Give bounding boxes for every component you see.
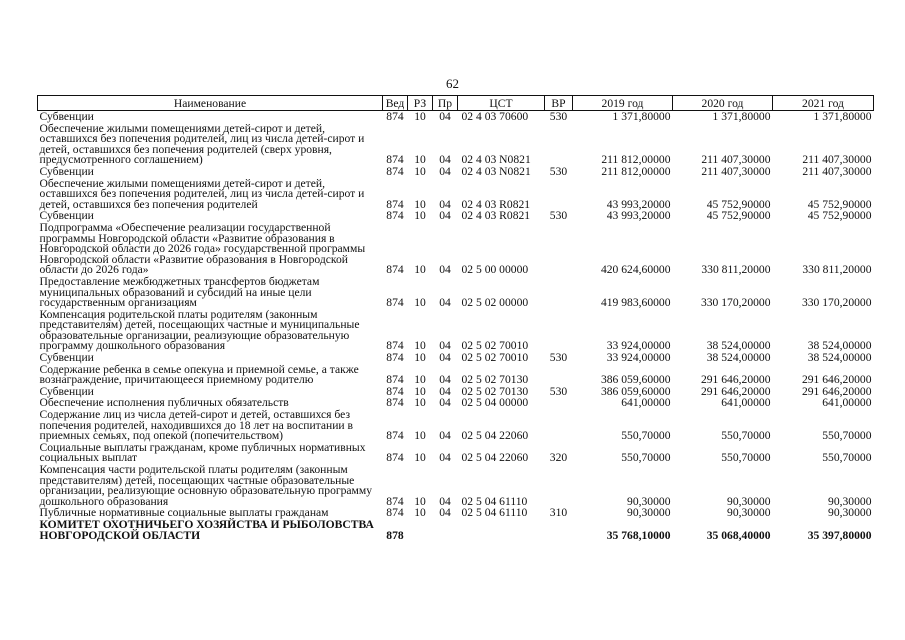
table-row [38, 309, 874, 352]
cell-cst: 02 5 00 00000 [461, 263, 529, 277]
cell-ved: 874 [386, 384, 404, 398]
table-header-row [38, 96, 874, 111]
cell-pr: 04 [439, 110, 451, 123]
cell-2020: 1 371,80000 [712, 110, 771, 123]
cell-2021: 90,30000 [828, 494, 872, 508]
cell-pr: 04 [439, 153, 451, 167]
cell-2021: 330 170,20000 [801, 296, 872, 310]
table-row [38, 352, 874, 364]
cell-cst: 02 5 02 70130 [461, 373, 529, 387]
cell-2021: 291 646,20000 [801, 373, 872, 387]
cell-rz [408, 519, 433, 541]
cell-name: Субвенции [39, 110, 94, 123]
table-row [38, 464, 874, 507]
cell-vr [545, 309, 573, 352]
cell-ved: 874 [386, 110, 404, 123]
cell-2019: 43 993,20000 [606, 197, 671, 211]
cell-2020: 550,70000 [721, 429, 771, 443]
header-cst: ЦСТ [458, 96, 545, 111]
cell-2021: 90,30000 [828, 506, 872, 520]
cell-2020: 211 407,30000 [701, 164, 771, 178]
header-rz: РЗ [408, 96, 433, 111]
cell-rz: 10 [414, 263, 426, 277]
cell-rz: 10 [414, 339, 426, 353]
cell-cst: 02 5 02 70010 [461, 351, 529, 365]
cell-pr: 04 [439, 396, 451, 410]
cell-vr [545, 222, 573, 276]
cell-pr: 04 [439, 197, 451, 211]
cell-ved: 874 [386, 296, 404, 310]
cell-2020: 38 524,00000 [706, 339, 771, 353]
cell-2019: 90,30000 [627, 506, 671, 520]
cell-pr: 04 [439, 373, 451, 387]
cell-pr: 04 [439, 339, 451, 353]
cell-rz: 10 [414, 164, 426, 178]
cell-name: Обеспечение исполнения публичных обязательств [39, 396, 289, 410]
table-row [38, 178, 874, 211]
table-row [38, 123, 874, 166]
cell-cst [458, 519, 545, 541]
header-2019: 2019 год [573, 96, 673, 111]
cell-rz: 10 [414, 506, 426, 520]
cell-2021: 45 752,90000 [807, 197, 872, 211]
cell-2020: 90,30000 [727, 494, 771, 508]
cell-vr [545, 123, 573, 166]
cell-cst: 02 5 02 70010 [461, 339, 529, 353]
cell-2020: 330 170,20000 [700, 296, 771, 310]
cell-cst: 02 4 03 70600 [461, 110, 529, 123]
cell-name: Публичные нормативные социальные выплаты гражданам [39, 506, 329, 520]
cell-name: Обеспечение жилыми помещениями детей-сирот и детей, оставшихся без попечения родителей, лиц из числа детей-сирот и детей, оставшихся без попечения родителей (сверх уровня, предусмотренного соглашением) [39, 121, 365, 167]
cell-ved: 874 [386, 263, 404, 277]
cell-2020: 211 407,30000 [701, 153, 771, 167]
header-name: Наименование [38, 96, 383, 111]
cell-2020: 38 524,00000 [706, 351, 771, 365]
table-row [38, 409, 874, 442]
cell-ved: 874 [386, 396, 404, 410]
cell-2021: 211 407,30000 [802, 153, 872, 167]
table-row [38, 276, 874, 309]
cell-pr: 04 [439, 506, 451, 520]
cell-cst: 02 5 04 61110 [461, 506, 528, 520]
cell-vr: 320 [549, 451, 568, 465]
cell-ved: 878 [386, 528, 404, 542]
cell-rz: 10 [414, 384, 426, 398]
cell-rz: 10 [414, 296, 426, 310]
cell-vr [545, 409, 573, 442]
cell-2019: 419 983,60000 [600, 296, 671, 310]
cell-2020: 45 752,90000 [706, 197, 771, 211]
cell-vr: 310 [549, 506, 568, 520]
cell-cst: 02 5 04 61110 [461, 494, 528, 508]
cell-ved: 874 [386, 373, 404, 387]
cell-vr: 530 [549, 351, 568, 365]
cell-2020: 291 646,20000 [700, 384, 771, 398]
cell-2020: 641,00000 [721, 396, 771, 410]
cell-2021: 291 646,20000 [801, 384, 872, 398]
cell-cst: 02 4 03 R0821 [461, 197, 531, 211]
cell-name: Предоставление межбюджетных трансфертов бюджетам муниципальных образований и субсидий на иные цели государственным организациям [39, 274, 320, 310]
cell-rz: 10 [414, 429, 426, 443]
cell-2019: 33 924,00000 [606, 339, 671, 353]
cell-cst: 02 5 04 00000 [461, 396, 529, 410]
cell-name: Субвенции [39, 209, 94, 223]
cell-rz: 10 [414, 110, 426, 123]
cell-2019: 211 812,00000 [601, 164, 671, 178]
cell-cst: 02 5 02 70130 [461, 384, 529, 398]
cell-pr: 04 [439, 209, 451, 223]
cell-name: КОМИТЕТ ОХОТНИЧЬЕГО ХОЗЯЙСТВА И РЫБОЛОВСТВА НОВГОРОДСКОЙ ОБЛАСТИ [39, 517, 374, 542]
cell-2020: 45 752,90000 [706, 209, 771, 223]
cell-2021: 641,00000 [822, 396, 872, 410]
cell-cst: 02 5 02 00000 [461, 296, 529, 310]
header-2021: 2021 год [773, 96, 874, 111]
cell-vr [545, 364, 573, 386]
cell-2021: 45 752,90000 [807, 209, 872, 223]
cell-rz: 10 [414, 396, 426, 410]
cell-vr [545, 178, 573, 211]
table-row [38, 222, 874, 276]
page-number: 62 [446, 76, 459, 91]
cell-2019: 90,30000 [627, 494, 671, 508]
cell-ved: 874 [386, 506, 404, 520]
header-2020: 2020 год [673, 96, 773, 111]
cell-pr: 04 [439, 263, 451, 277]
cell-ved: 874 [386, 429, 404, 443]
header-vr: ВР [545, 96, 573, 111]
cell-ved: 874 [386, 153, 404, 167]
cell-pr: 04 [439, 429, 451, 443]
cell-rz: 10 [414, 209, 426, 223]
cell-name: Подпрограмма «Обеспечение реализации государственной программы Новгородской области «Развитие образования в Новгородской области до 2026 года» государственной программы Новгородской области «Развитие образования в Новгородской области до 2026 года» [39, 220, 366, 277]
budget-table [37, 95, 874, 541]
cell-2019: 550,70000 [621, 451, 671, 465]
cell-name: Субвенции [39, 164, 94, 178]
cell-vr: 530 [549, 384, 568, 398]
cell-rz: 10 [414, 351, 426, 365]
cell-2021: 38 524,00000 [807, 339, 872, 353]
cell-2020: 35 068,40000 [706, 528, 771, 542]
cell-2019: 1 371,80000 [612, 110, 671, 123]
cell-pr: 04 [439, 451, 451, 465]
table-row [38, 442, 874, 464]
cell-2021: 211 407,30000 [802, 164, 872, 178]
cell-vr: 530 [549, 110, 568, 123]
cell-name: Содержание ребенка в семье опекуна и приемной семье, а также вознаграждение, причитающееся приемному родителю [39, 362, 359, 387]
cell-pr: 04 [439, 296, 451, 310]
cell-2019: 35 768,10000 [606, 528, 671, 542]
cell-pr: 04 [439, 384, 451, 398]
cell-ved: 874 [386, 164, 404, 178]
cell-name: Компенсация части родительской платы родителям (законным представителям) детей, посещающих частные образовательные организации, реализующие основную образовательную программу дошкольного образования [39, 463, 373, 508]
cell-vr [545, 519, 573, 541]
cell-cst: 02 4 03 N0821 [461, 164, 531, 178]
cell-2019: 43 993,20000 [606, 209, 671, 223]
cell-2019: 641,00000 [621, 396, 671, 410]
cell-2020: 330 811,20000 [701, 263, 771, 277]
header-pr: Пр [433, 96, 458, 111]
cell-cst: 02 4 03 N0821 [461, 153, 531, 167]
table-row [38, 166, 874, 178]
cell-name: Содержание лиц из числа детей-сирот и детей, оставшихся без попечения родителей, находившихся до 18 лет на воспитании в приемных семьях, под опекой (попечительством) [39, 408, 354, 443]
cell-vr [545, 464, 573, 507]
cell-vr [545, 397, 573, 409]
cell-vr [545, 276, 573, 309]
cell-2019: 33 924,00000 [606, 351, 671, 365]
cell-2021: 1 371,80000 [813, 110, 872, 123]
cell-2019: 386 059,60000 [600, 373, 671, 387]
cell-vr: 530 [549, 164, 568, 178]
cell-2020: 550,70000 [721, 451, 771, 465]
cell-2021: 330 811,20000 [802, 263, 872, 277]
cell-name: Субвенции [39, 351, 94, 365]
cell-2021: 38 524,00000 [807, 351, 872, 365]
cell-ved: 874 [386, 339, 404, 353]
cell-cst: 02 5 04 22060 [461, 429, 529, 443]
cell-name: Обеспечение жилыми помещениями детей-сирот и детей, оставшихся без попечения родителей, лиц из числа детей-сирот и детей, оставшихся без попечения родителей [39, 176, 365, 211]
cell-2019: 550,70000 [621, 429, 671, 443]
cell-2021: 35 397,80000 [807, 528, 872, 542]
cell-name: Субвенции [39, 384, 94, 398]
cell-rz: 10 [414, 197, 426, 211]
cell-name: Социальные выплаты гражданам, кроме публичных нормативных социальных выплат [39, 440, 366, 465]
cell-rz: 10 [414, 451, 426, 465]
cell-cst: 02 5 04 22060 [461, 451, 529, 465]
cell-2019: 420 624,60000 [600, 263, 671, 277]
cell-2020: 291 646,20000 [700, 373, 771, 387]
cell-cst: 02 4 03 R0821 [461, 209, 531, 223]
cell-ved: 874 [386, 451, 404, 465]
cell-name: Компенсация родительской платы родителям (законным представителям) детей, посещающих частные и муниципальные образовательные организации, реализующие образовательную программу дошкольного образования [39, 307, 360, 353]
cell-ved: 874 [386, 494, 404, 508]
cell-2019: 211 812,00000 [601, 153, 671, 167]
cell-pr: 04 [439, 164, 451, 178]
cell-pr: 04 [439, 351, 451, 365]
table-body [38, 111, 874, 542]
table-row [38, 111, 874, 123]
cell-rz: 10 [414, 373, 426, 387]
cell-ved: 874 [386, 209, 404, 223]
cell-2021: 550,70000 [822, 451, 872, 465]
cell-vr: 530 [549, 209, 568, 223]
cell-ved: 874 [386, 197, 404, 211]
table-row [38, 519, 874, 541]
cell-2021: 550,70000 [822, 429, 872, 443]
cell-2020: 90,30000 [727, 506, 771, 520]
cell-rz: 10 [414, 494, 426, 508]
cell-ved: 874 [386, 351, 404, 365]
header-ved: Вед [383, 96, 408, 111]
table-row [38, 364, 874, 386]
cell-2019: 386 059,60000 [600, 384, 671, 398]
cell-pr [433, 519, 458, 541]
cell-rz: 10 [414, 153, 426, 167]
cell-pr: 04 [439, 494, 451, 508]
